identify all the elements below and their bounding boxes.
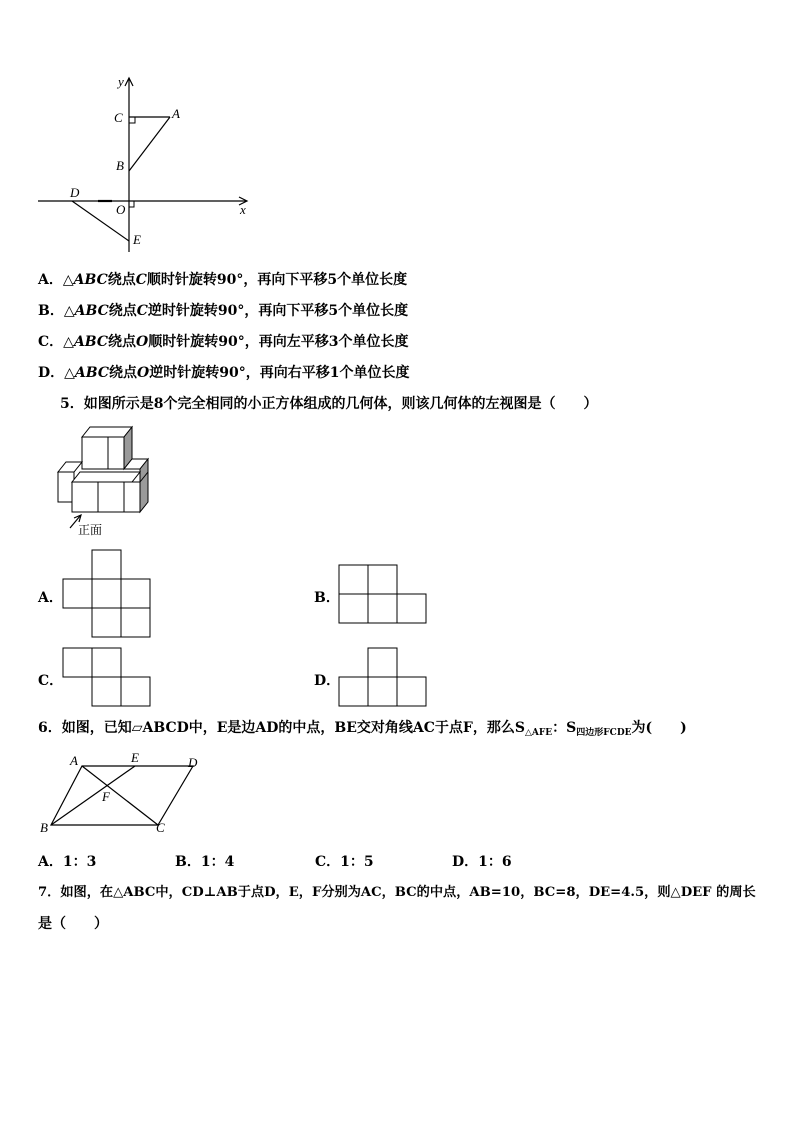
q7-stem-line2: 是（ ） [38,916,108,932]
point-D-label: D [70,185,80,200]
axis-x-label: x [240,202,246,217]
q4-option-c: C．△ABC绕点O顺时针旋转90°，再向左平移3个单位长度 [38,334,409,350]
q6-option-b: B．1：4 [175,854,235,870]
q6-option-c: C．1：5 [315,854,374,870]
cubes-figure [50,422,160,540]
q5-option-d-figure [336,645,431,711]
point-A-label: A [172,106,180,121]
axis-y-label: y [118,74,124,89]
q5-option-c-label: C． [38,673,64,689]
coordinate-figure [30,70,270,260]
point-O-label: O [116,202,126,217]
q5-option-b-label: B． [314,590,340,606]
q6-option-a: A．1：3 [38,854,97,870]
q5-option-d-label: D． [314,673,341,689]
q6-point-F: F [102,789,110,804]
point-C-label: C [114,110,123,125]
q6-stem: 6．如图，已知▱ABCD中，E是边AD的中点，BE交对角线AC于点F，那么$S_{\triangle AFE}$：$S_{四边形FCDE}$为( ) [38,720,687,738]
q5-option-c-figure [60,645,155,711]
q6-point-D: D [188,755,198,770]
point-B-label: B [116,158,124,173]
q5-stem: 5．如图所示是8个完全相同的小正方体组成的几何体，则该几何体的左视图是（ ） [60,396,598,412]
q6-point-E: E [131,750,139,765]
front-label: 正面 [78,523,103,537]
q6-point-B: B [40,820,48,835]
q4-option-a: A．△ABC绕点C顺时针旋转90°，再向下平移5个单位长度 [38,272,408,288]
q5-option-b-figure [336,562,431,628]
q5-option-a-label: A． [38,590,63,606]
q5-option-a-figure [60,548,155,642]
q4-option-d: D．△ABC绕点O逆时针旋转90°，再向右平移1个单位长度 [38,365,410,381]
point-E-label: E [133,232,141,247]
parallelogram-figure [36,748,208,840]
q6-option-d: D．1：6 [452,854,512,870]
q4-option-b: B．△ABC绕点C逆时针旋转90°，再向下平移5个单位长度 [38,303,409,319]
q6-point-C: C [156,820,165,835]
q6-point-A: A [70,753,78,768]
q7-stem-line1: 7．如图，在△ABC中，CD⊥AB于点D，E，F分别为AC，BC的中点，AB=10，BC=8，DE=4.5，则△DEF 的周长 [38,885,756,900]
